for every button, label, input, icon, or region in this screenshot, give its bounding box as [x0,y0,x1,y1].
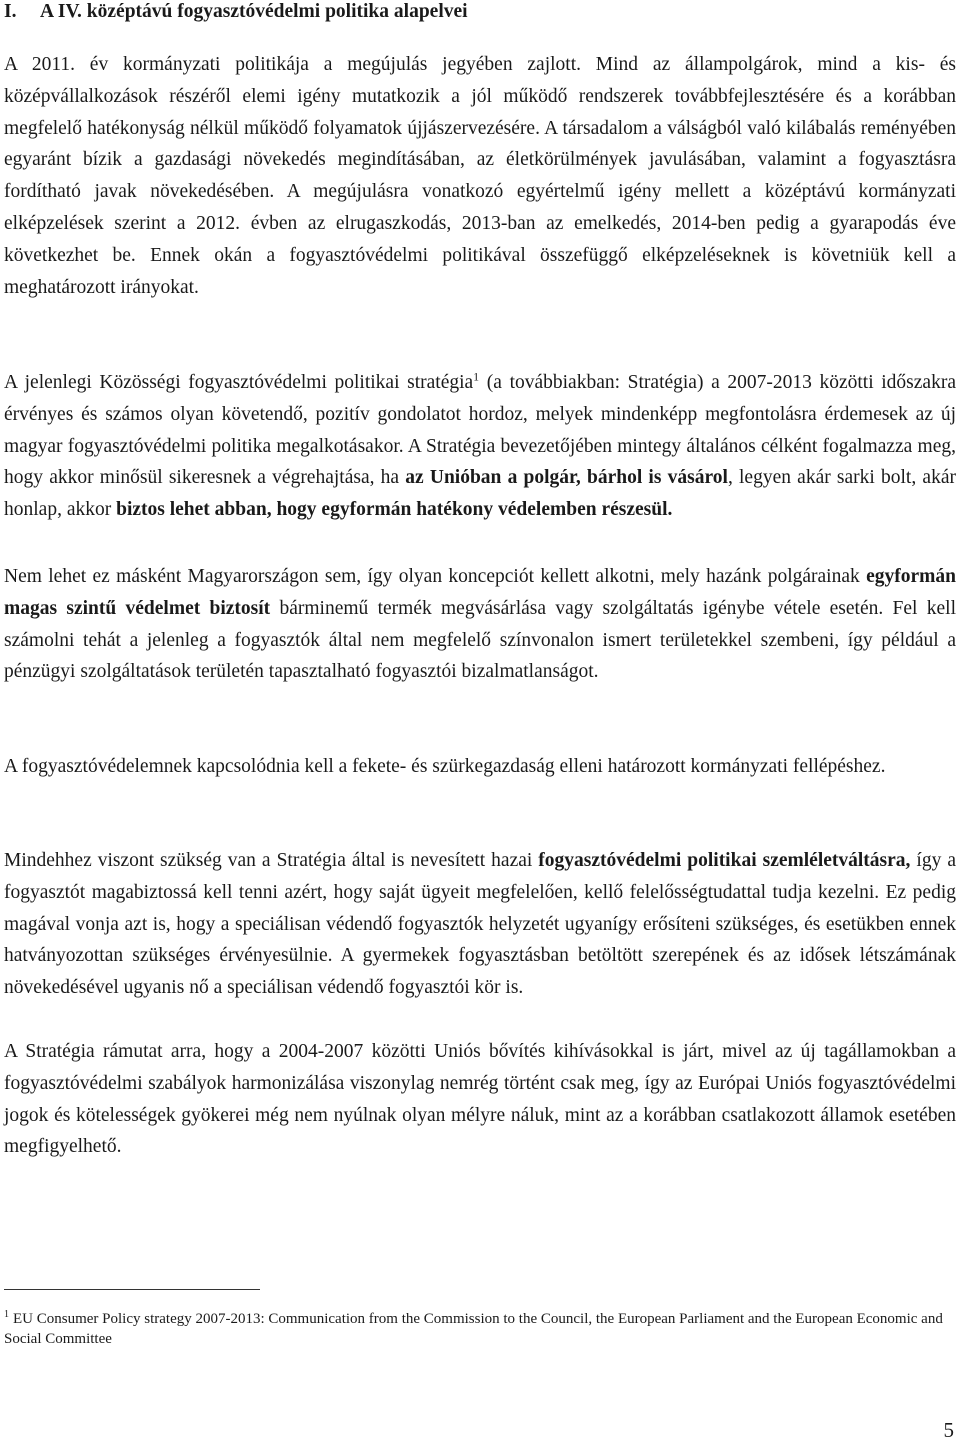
emphasis-text: fogyasztóvédelmi politikai szemléletváltásra, [538,850,911,871]
emphasis-text: az Unióban a polgár, bárhol is vásárol [405,467,728,489]
paragraph-text: A jelenlegi Közösségi fogyasztóvédelmi politikai stratégia [4,372,474,393]
footnote-marker: 1 [4,1309,9,1320]
section-title: A IV. középtávú fogyasztóvédelmi politika alapelvei [40,1,468,22]
paragraph-3 [4,561,956,688]
paragraph-text: , legyen akár sarki bolt, akár honlap, akkor [4,467,956,521]
paragraph-2 [4,367,956,526]
paragraph-text: A 2011. év kormányzati politikája a megújulás jegyében zajlott. Mind az állampolgárok, mind a kis- és középvállalkozások részéről elemi igény mutatkozik a jól működő rendszerek továbbfejlesztésére és a korábban megfelelő hatékonyság nélkül működő folyamatok újjászervezésére. A társadalom a válságból való kilábalás reményében egyaránt bízik a gazdasági növekedés megindításában, az életkörülmények javulásában, valamint a fogyasztásra fordítható javak növekedésében. A megújulásra vonatkozó egyértelmű igény mellett a középtávú kormányzati elképzelések szerint a 2012. évben az elrugaszkodás, 2013-ban az emelkedés, 2014-ben pedig a gyarapodás éve következhet be. Ennek okán a fogyasztóvédelmi politikával összefüggő elképzeléseknek is követniük kell a meghatározott irányokat. [4,54,956,298]
footnote-separator [4,1289,260,1290]
paragraph-4 [4,751,956,783]
paragraph-text: A Stratégia rámutat arra, hogy a 2004-2007 közötti Uniós bővítés kihívásokkal is járt, mivel az új tagállamokban a fogyasztóvédelmi szabályok harmonizálása viszonylag nemrég történt csak meg, így az Európai Uniós fogyasztóvédelmi jogok és kötelességek gyökerei még nem nyúlnak olyan mélyre náluk, mint az a korábban csatlakozott államok esetében megfigyelhető. [4,1041,956,1158]
paragraph-5 [4,845,956,1004]
footnote [4,1309,956,1349]
page-number: 5 [943,1418,954,1442]
paragraph-1 [4,49,956,303]
section-number: I. [4,1,17,22]
footnote-reference: 1 [473,369,480,384]
emphasis-text: egyformán magas szintű védelmet biztosít [4,566,956,619]
paragraph-text: így a fogyasztót magabiztossá kell tenni azért, hogy saját ügyeit megfelelően, kellő felelősségtudattal tudja kezelni. Ez pedig magával vonja azt is, hogy a speciálisan védendő fogyasztók helyzetét ugyanígy erősíteni szükséges, és esetükben ennek hatványozottan szükséges érvényesülnie. A gyermekek fogyasztásban betöltött szerepének és az idősek létszámának növekedésével ugyanis nő a speciálisan védendő fogyasztói kör is. [4,850,956,999]
paragraph-text: Mindehhez viszont szükség van a Stratégia által is nevesített hazai [4,850,539,871]
section-heading [4,0,956,24]
emphasis-text: biztos lehet abban, hogy egyformán hatékony védelemben részesül. [116,499,673,521]
footnote-text: EU Consumer Policy strategy 2007-2013: Communication from the Commission to the Council, the European Parliament and the European Economic and Social Committee [4,1311,943,1347]
paragraph-text: A fogyasztóvédelemnek kapcsolódnia kell a fekete- és szürkegazdaság elleni határozott kormányzati fellépéshez. [4,756,886,777]
paragraph-text: Nem lehet ez másként Magyarországon sem, így olyan koncepciót kellett alkotni, mely hazánk polgárainak [4,566,867,587]
paragraph-text: bárminemű termék megvásárlása vagy szolgáltatás igénybe vétele esetén. Fel kell számolni tehát a jelenleg a fogyasztók által nem megfelelő színvonalon ismert területekkel szembeni, így például a pénzügyi szolgáltatások területén tapasztalható fogyasztói bizalmatlanságot. [4,597,956,683]
paragraph-text: (a továbbiakban: Stratégia) a 2007-2013 közötti időszakra érvényes és számos olyan követendő, pozitív gondolatot hordoz, melyek mindenképp megfontolásra érdemesek az új magyar fogyasztóvédelmi politika megalkotásakor. A Stratégia bevezetőjében mintegy általános célként fogalmazza meg, hogy akkor minősül sikeresnek a végrehajtása, ha [4,372,956,489]
paragraph-6 [4,1036,956,1163]
